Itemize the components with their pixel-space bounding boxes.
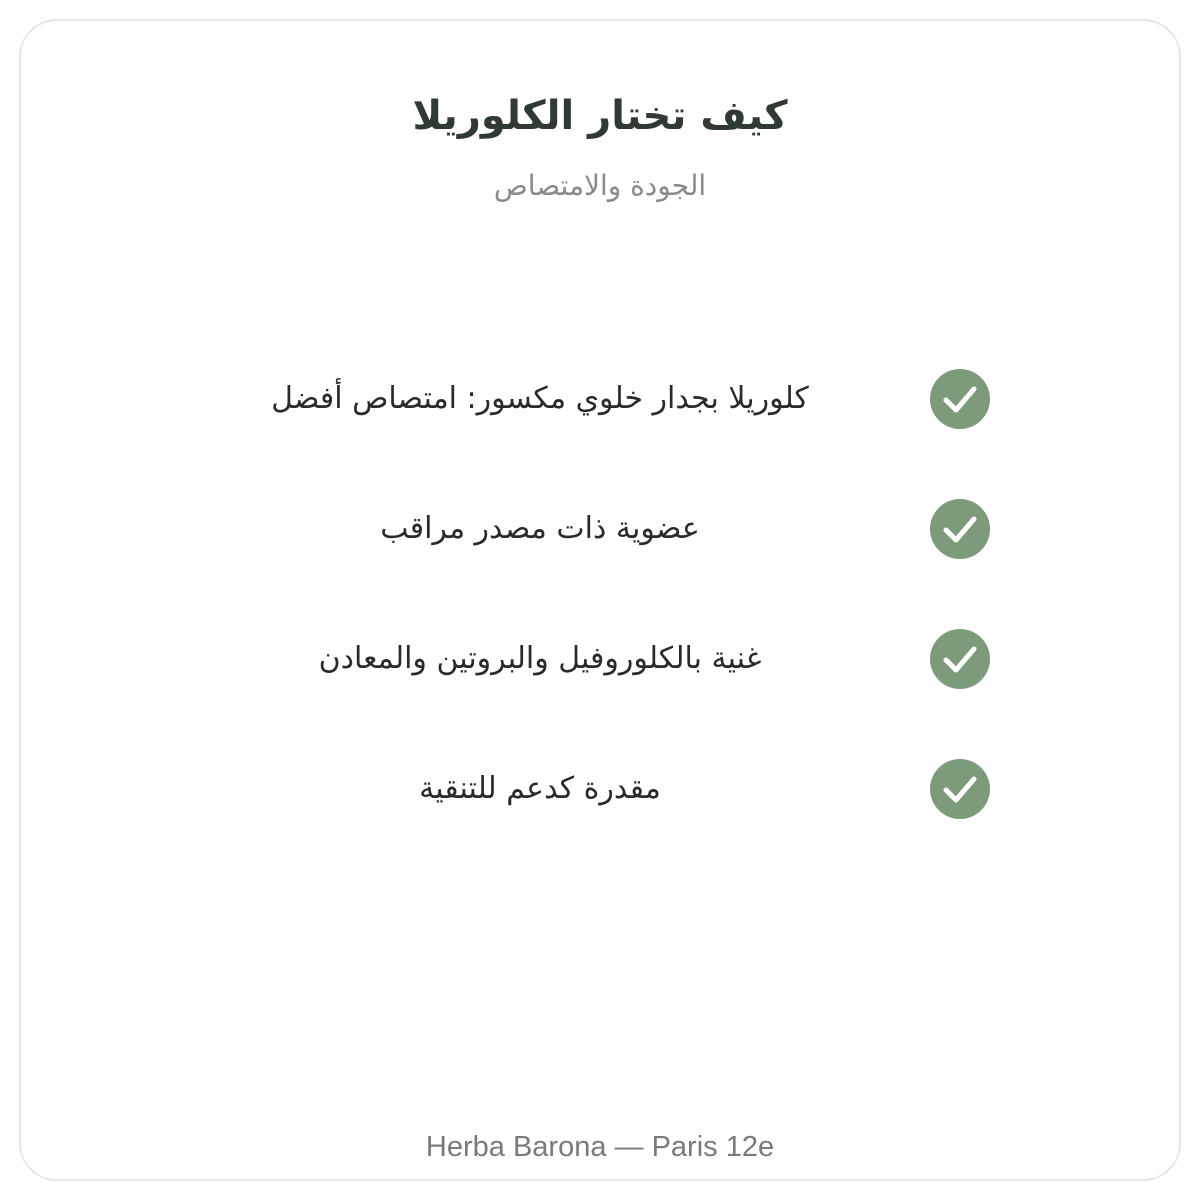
- checklist-item-label: عضوية ذات مصدر مراقب: [380, 511, 700, 546]
- checklist-item: [0, 627, 1200, 691]
- checklist-item: [0, 497, 1200, 561]
- page-title: كيف تختار الكلوريلا: [412, 93, 788, 139]
- checklist-item-label: مقدرة كدعم للتنقية: [419, 771, 661, 806]
- check-circle-icon: [929, 628, 991, 690]
- checklist-item: [0, 757, 1200, 821]
- page-subtitle: الجودة والامتصاص: [493, 169, 707, 202]
- check-circle-icon: [929, 368, 991, 430]
- footer-brand: Herba Barona — Paris 12e: [425, 1131, 775, 1163]
- checklist-item-label: غنية بالكلوروفيل والبروتين والمعادن: [318, 641, 762, 676]
- checklist-item-label: كلوريلا بجدار خلوي مكسور: امتصاص أفضل: [271, 381, 809, 416]
- checklist-item: [0, 367, 1200, 431]
- check-circle-icon: [929, 758, 991, 820]
- check-circle-icon: [929, 498, 991, 560]
